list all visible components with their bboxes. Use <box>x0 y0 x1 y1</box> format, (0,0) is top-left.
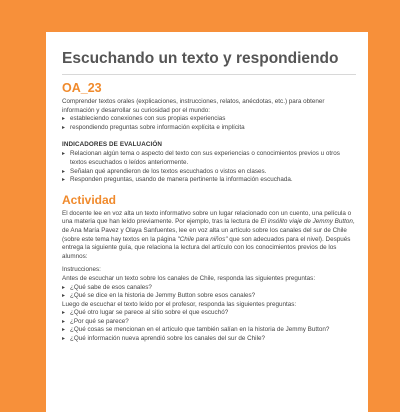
title-divider <box>62 74 356 75</box>
indicators-list <box>62 150 356 184</box>
indicators-heading: INDICADORES DE EVALUACIÓN <box>62 141 162 149</box>
objective-bullet: ▸ estableciendo conexiones con sus propias experiencias <box>62 115 356 124</box>
activity-heading: Actividad <box>62 192 117 207</box>
objective-description: Comprender textos orales (explicaciones, instrucciones, relatos, anécdotas, etc.) para obtener información y desarrollar su curiosidad por el mundo: <box>62 98 325 114</box>
question-item: ▸ ¿Qué información nueva aprendió sobre los canales del sur de Chile? <box>62 335 356 344</box>
instructions-text: Antes de escuchar un texto sobre los canales de Chile, responda las siguientes preguntas: <box>62 274 316 282</box>
activity-intro <box>62 210 356 262</box>
activity-intro-part: El docente lee en voz alta un texto informativo sobre un lugar relacionado con un cuento, una película o una materia que han leído previamente. Por ejemplo, tras la lectura de <box>62 209 352 226</box>
indicator-item: ▸ Señalan qué aprendieron de los textos escuchados o vistos en clases. <box>62 168 356 177</box>
document-page <box>46 32 368 412</box>
objective-code: OA_23 <box>62 81 102 95</box>
objective-bullet-list <box>62 115 356 132</box>
after-questions-list <box>62 309 356 343</box>
book-title: El insólito viaje de Jemmy Button <box>260 218 353 226</box>
question-item: ▸ ¿Qué se dice en la historia de Jemmy Button sobre esos canales? <box>62 292 356 301</box>
activity-intro-part: , de Ana María Pavez y Olaya Sanfuentes, lee en voz alta un artículo sobre los canales del sur de Chile (sobre este tema hay textos en la página <box>62 218 355 243</box>
before-questions-list <box>62 284 356 301</box>
question-item: ▸ ¿Qué otro lugar se parece al sitio sobre el que escuchó? <box>62 309 356 318</box>
activity-intro-part: que son adecuados para el nivel). Después entrega la siguiente guía, que relaciona la lectura del artículo con los conocimientos previos de los alumnos: <box>62 235 351 260</box>
after-listening-text: Luego de escuchar el texto leído por el profesor, responda las siguientes preguntas: <box>62 300 297 308</box>
question-item: ▸ ¿Qué cosas se mencionan en el artículo que también salían en la historia de Jemmy Button? <box>62 326 356 335</box>
question-item: ▸ ¿Por qué se parece? <box>62 318 356 327</box>
website-name: "Chile para niños" <box>177 235 228 243</box>
page-title: Escuchando un texto y respondiendo <box>62 50 339 67</box>
indicator-item: ▸ Responden preguntas, usando de manera pertinente la información escuchada. <box>62 176 356 185</box>
indicator-item: ▸ Relacionan algún tema o aspecto del texto con sus experiencias o conocimientos previos u otros textos escuchados o leídos anteriormente. <box>62 150 356 167</box>
objective-bullet: ▸ respondiendo preguntas sobre información explícita e implícita <box>62 124 356 133</box>
question-item: ▸ ¿Qué sabe de esos canales? <box>62 284 356 293</box>
instructions-label: Instrucciones: <box>62 266 101 274</box>
